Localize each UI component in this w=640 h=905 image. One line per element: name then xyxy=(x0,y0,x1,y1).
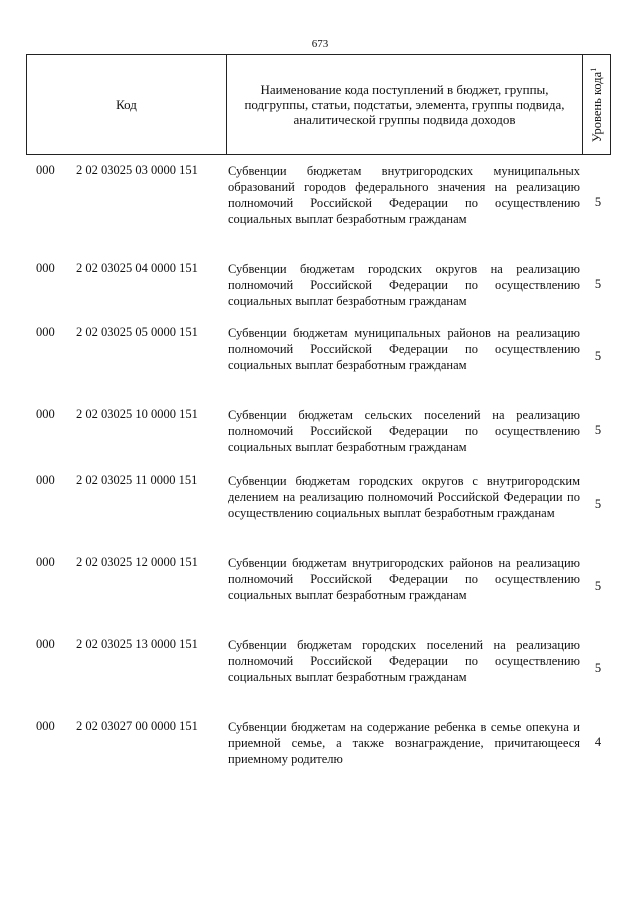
row-code: 2 02 03025 05 0000 151 xyxy=(76,325,198,339)
row-group-code: 000 xyxy=(36,163,55,177)
header-level-text: Уровень кода xyxy=(589,71,604,142)
row-level: 4 xyxy=(594,735,602,749)
row-name: Субвенции бюджетам муниципальных районов на реализацию полномочий Российской Федерации по осуществлению социальных выплат безработным гражданам xyxy=(228,326,580,372)
row-group-code: 000 xyxy=(36,555,55,569)
row-code: 2 02 03025 04 0000 151 xyxy=(76,261,198,275)
row-name: Субвенции бюджетам городских округов на реализацию полномочий Российской Федерации по осуществлению социальных выплат безработным гражданам xyxy=(228,262,580,308)
row-name: Субвенции бюджетам городских округов с внутригородским делением на реализацию полномочий Российской Федерации по осуществлению социальных выплат безработным гражданам xyxy=(228,474,580,520)
row-group-code: 000 xyxy=(36,473,55,487)
row-level: 5 xyxy=(594,349,602,363)
row-code: 2 02 03025 13 0000 151 xyxy=(76,637,198,651)
row-code: 2 02 03025 03 0000 151 xyxy=(76,163,198,177)
row-level: 5 xyxy=(594,277,602,291)
row-level: 5 xyxy=(594,195,602,209)
header-level xyxy=(583,55,610,154)
header-level-label xyxy=(588,67,604,141)
row-group-code: 000 xyxy=(36,325,55,339)
row-level: 5 xyxy=(594,579,602,593)
row-group-code: 000 xyxy=(36,637,55,651)
table-header xyxy=(26,54,611,155)
row-level: 5 xyxy=(594,497,602,511)
row-code: 2 02 03027 00 0000 151 xyxy=(76,719,198,733)
row-group-code: 000 xyxy=(36,261,55,275)
header-code: Код xyxy=(27,55,227,154)
row-level: 5 xyxy=(594,423,602,437)
row-code: 2 02 03025 11 0000 151 xyxy=(76,473,198,487)
page-number: 673 xyxy=(311,38,329,50)
row-name: Субвенции бюджетам на содержание ребенка в семье опекуна и приемной семье, а также вознаграждение, причитающееся приемному родителю xyxy=(228,720,580,766)
row-level: 5 xyxy=(594,661,602,675)
row-name: Субвенции бюджетам внутригородских муниципальных образований городов федерального значения на реализацию полномочий Российской Федерации по осуществлению социальных выплат безработным гражданам xyxy=(228,164,580,226)
row-code: 2 02 03025 10 0000 151 xyxy=(76,407,198,421)
header-level-footnote: 1 xyxy=(588,67,598,72)
row-code: 2 02 03025 12 0000 151 xyxy=(76,555,198,569)
header-name: Наименование кода поступлений в бюджет, группы, подгруппы, статьи, подстатьи, элемента, группы подвида, аналитической группы подвида доходов xyxy=(227,55,583,154)
row-name: Субвенции бюджетам сельских поселений на реализацию полномочий Российской Федерации по осуществлению социальных выплат безработным гражданам xyxy=(228,408,580,454)
row-name: Субвенции бюджетам внутригородских районов на реализацию полномочий Российской Федерации по осуществлению социальных выплат безработным гражданам xyxy=(228,556,580,602)
row-group-code: 000 xyxy=(36,719,55,733)
row-name: Субвенции бюджетам городских поселений на реализацию полномочий Российской Федерации по осуществлению социальных выплат безработным гражданам xyxy=(228,638,580,684)
row-group-code: 000 xyxy=(36,407,55,421)
